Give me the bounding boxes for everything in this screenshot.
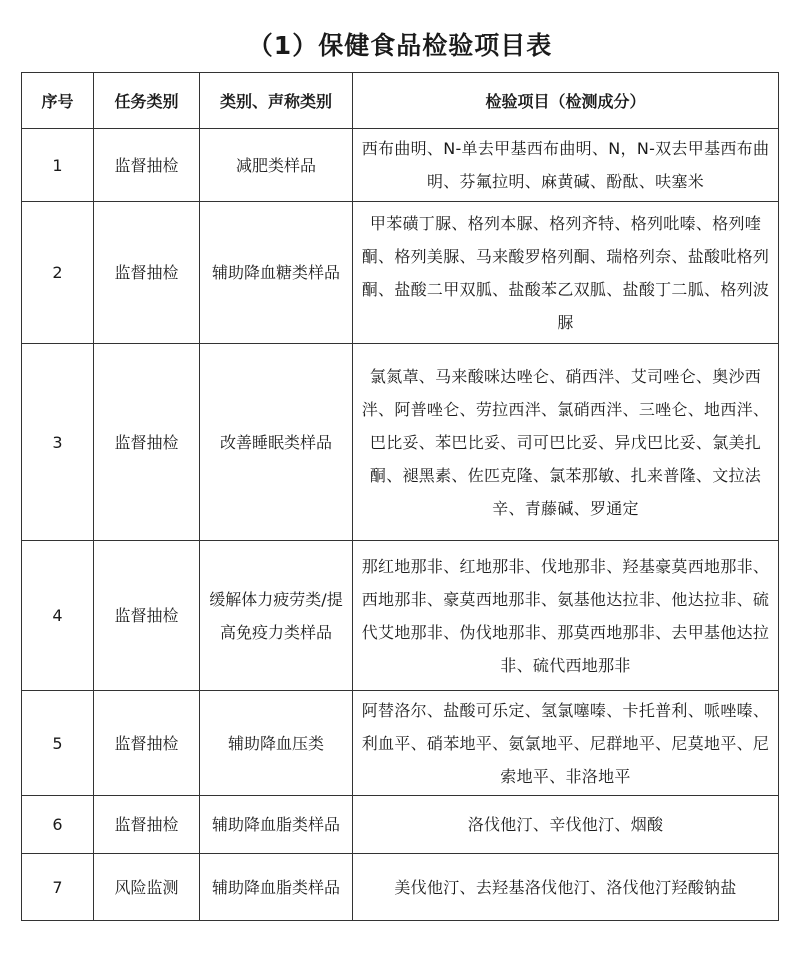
- row-task-type: 监督抽检: [94, 129, 200, 202]
- row-items: 西布曲明、N-单去甲基西布曲明、N，N-双去甲基西布曲明、芬氟拉明、麻黄碱、酚酞、呋塞米: [353, 129, 779, 202]
- row-category: 减肥类样品: [200, 129, 353, 202]
- row-items: 阿替洛尔、盐酸可乐定、氢氯噻嗪、卡托普利、哌唑嗪、利血平、硝苯地平、氨氯地平、尼群地平、尼莫地平、尼索地平、非洛地平: [353, 691, 779, 796]
- header-row: [22, 73, 779, 129]
- row-items: 洛伐他汀、辛伐他汀、烟酸: [353, 796, 779, 854]
- row-no: 5: [22, 691, 94, 796]
- row-category: 辅助降血糖类样品: [200, 202, 353, 344]
- row-items: 甲苯磺丁脲、格列本脲、格列齐特、格列吡嗪、格列喹酮、格列美脲、马来酸罗格列酮、瑞格列奈、盐酸吡格列酮、盐酸二甲双胍、盐酸苯乙双胍、盐酸丁二胍、格列波脲: [353, 202, 779, 344]
- table-row: [22, 796, 779, 854]
- row-no: 3: [22, 344, 94, 541]
- row-task-type: 风险监测: [94, 854, 200, 921]
- row-category: 改善睡眠类样品: [200, 344, 353, 541]
- table-row: [22, 344, 779, 541]
- row-items: 那红地那非、红地那非、伐地那非、羟基豪莫西地那非、西地那非、豪莫西地那非、氨基他达拉非、他达拉非、硫代艾地那非、伪伐地那非、那莫西地那非、去甲基他达拉非、硫代西地那非: [353, 541, 779, 691]
- row-no: 1: [22, 129, 94, 202]
- table-title: （1）保健食品检验项目表: [247, 31, 553, 60]
- header-no: 序号: [22, 73, 94, 129]
- header-task-type: 任务类别: [94, 73, 200, 129]
- table-row: [22, 129, 779, 202]
- row-items: 氯氮䓬、马来酸咪达唑仑、硝西泮、艾司唑仑、奥沙西泮、阿普唑仑、劳拉西泮、氯硝西泮、三唑仑、地西泮、巴比妥、苯巴比妥、司可巴比妥、异戊巴比妥、氯美扎酮、褪黑素、佐匹克隆、氯苯那敏、扎来普隆、文拉法辛、青藤碱、罗通定: [353, 344, 779, 541]
- row-task-type: 监督抽检: [94, 691, 200, 796]
- row-category: 辅助降血压类: [200, 691, 353, 796]
- header-items: 检验项目（检测成分）: [353, 73, 779, 129]
- table-row: [22, 854, 779, 921]
- row-category: 辅助降血脂类样品: [200, 854, 353, 921]
- table-row: [22, 691, 779, 796]
- row-no: 4: [22, 541, 94, 691]
- row-category: 辅助降血脂类样品: [200, 796, 353, 854]
- table-row: [22, 202, 779, 344]
- row-task-type: 监督抽检: [94, 202, 200, 344]
- row-category: 缓解体力疲劳类/提高免疫力类样品: [200, 541, 353, 691]
- inspection-table: [21, 72, 779, 921]
- row-task-type: 监督抽检: [94, 796, 200, 854]
- row-no: 6: [22, 796, 94, 854]
- row-no: 7: [22, 854, 94, 921]
- header-category: 类别、声称类别: [200, 73, 353, 129]
- row-task-type: 监督抽检: [94, 344, 200, 541]
- row-items: 美伐他汀、去羟基洛伐他汀、洛伐他汀羟酸钠盐: [353, 854, 779, 921]
- table-row: [22, 541, 779, 691]
- row-no: 2: [22, 202, 94, 344]
- row-task-type: 监督抽检: [94, 541, 200, 691]
